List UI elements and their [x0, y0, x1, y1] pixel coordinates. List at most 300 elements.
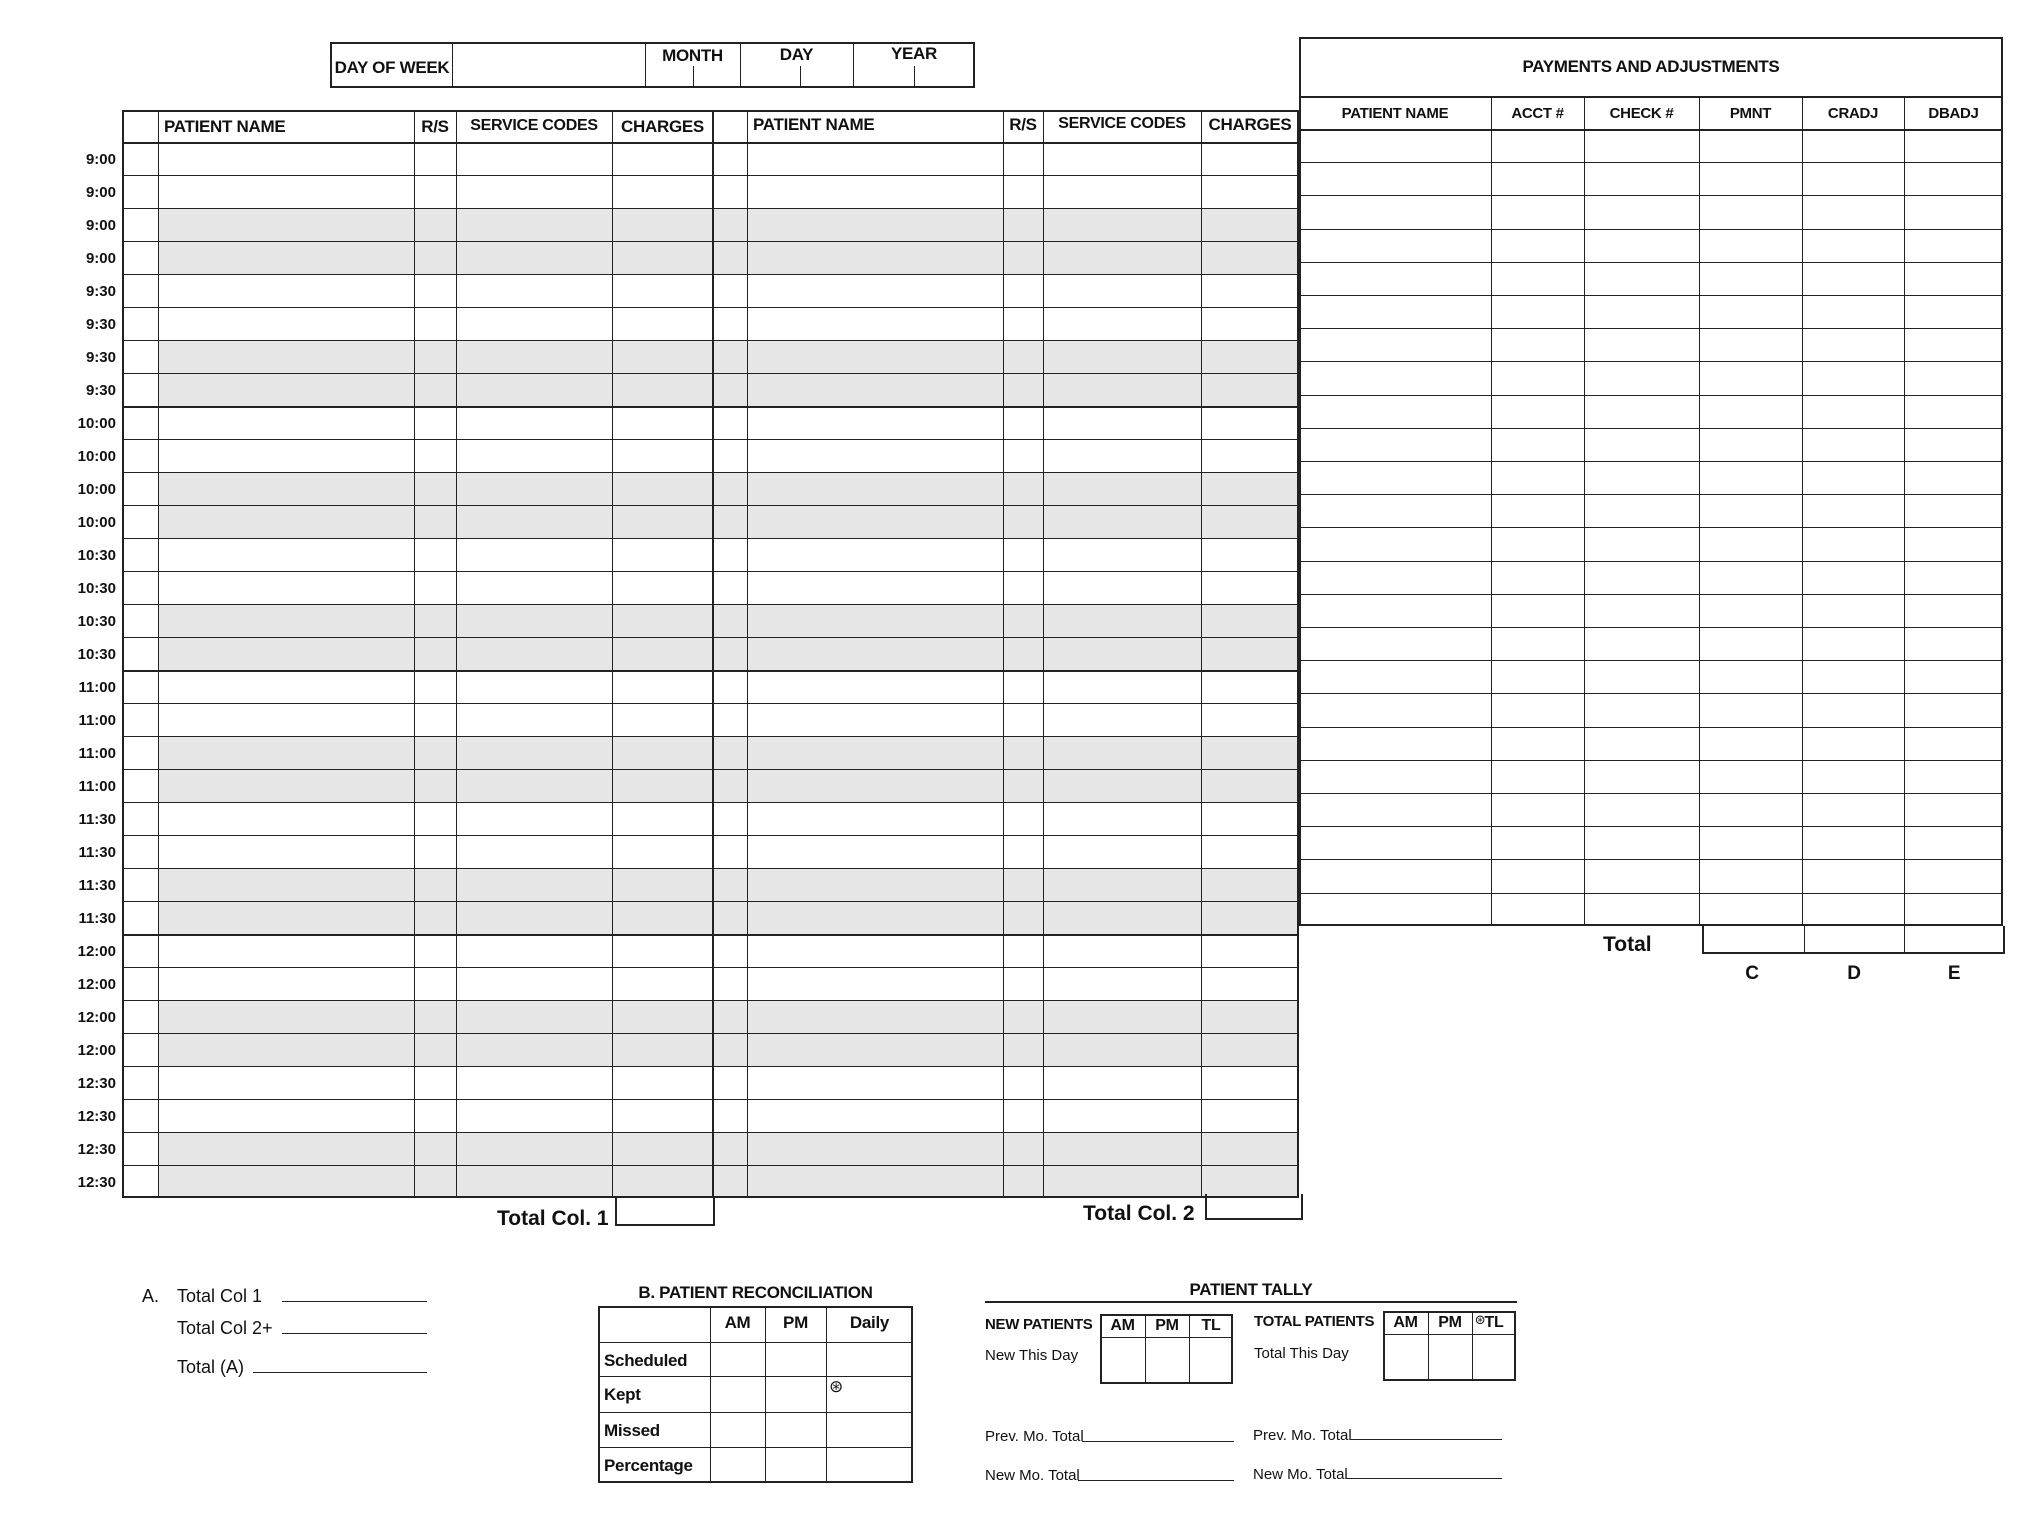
reconciliation-cell[interactable] [827, 1448, 912, 1482]
schedule-cell[interactable] [159, 803, 413, 834]
payments-cell[interactable] [1803, 296, 1903, 327]
schedule-cell[interactable] [415, 539, 455, 570]
payments-cell[interactable] [1300, 296, 1490, 327]
payments-cell[interactable] [1700, 196, 1801, 227]
payments-cell[interactable] [1803, 694, 1903, 725]
schedule-cell[interactable] [159, 440, 413, 471]
schedule-cell[interactable] [1004, 671, 1042, 702]
schedule-cell[interactable] [748, 209, 1002, 240]
payments-cell[interactable] [1905, 329, 2002, 360]
payments-cell[interactable] [1905, 827, 2002, 858]
schedule-cell[interactable] [415, 374, 455, 405]
schedule-cell[interactable] [415, 440, 455, 471]
schedule-cell[interactable] [1044, 638, 1200, 669]
payments-cell[interactable] [1492, 761, 1583, 792]
schedule-cell[interactable] [613, 770, 712, 801]
schedule-cell[interactable] [415, 968, 455, 999]
payments-cell[interactable] [1492, 362, 1583, 393]
schedule-cell[interactable] [159, 407, 413, 438]
payments-cell[interactable] [1492, 628, 1583, 659]
schedule-cell[interactable] [159, 902, 413, 933]
schedule-cell[interactable] [415, 209, 455, 240]
schedule-cell[interactable] [1044, 143, 1200, 174]
schedule-cell[interactable] [1004, 638, 1042, 669]
schedule-cell[interactable] [1202, 407, 1298, 438]
payments-cell[interactable] [1492, 429, 1583, 460]
schedule-cell[interactable] [415, 638, 455, 669]
schedule-cell[interactable] [457, 836, 611, 867]
schedule-cell[interactable] [613, 407, 712, 438]
schedule-cell[interactable] [457, 473, 611, 504]
payments-cell[interactable] [1300, 728, 1490, 759]
schedule-cell[interactable] [457, 341, 611, 372]
schedule-cell[interactable] [457, 1034, 611, 1065]
payments-cell[interactable] [1905, 196, 2002, 227]
payments-cell[interactable] [1300, 362, 1490, 393]
schedule-cell[interactable] [415, 1100, 455, 1131]
schedule-cell[interactable] [1202, 704, 1298, 735]
schedule-cell[interactable] [1004, 242, 1042, 273]
reconciliation-cell[interactable] [766, 1413, 825, 1446]
payments-cell[interactable] [1803, 263, 1903, 294]
schedule-cell[interactable] [1202, 275, 1298, 306]
schedule-cell[interactable] [159, 836, 413, 867]
payments-cell[interactable] [1300, 528, 1490, 559]
schedule-cell[interactable] [457, 935, 611, 966]
schedule-cell[interactable] [613, 308, 712, 339]
schedule-cell[interactable] [1004, 1034, 1042, 1065]
total-col2-box[interactable] [1205, 1194, 1303, 1220]
payments-cell[interactable] [1905, 396, 2002, 427]
schedule-cell[interactable] [457, 803, 611, 834]
payments-cell[interactable] [1300, 562, 1490, 593]
payments-cell[interactable] [1585, 296, 1698, 327]
payments-cell[interactable] [1905, 694, 2002, 725]
schedule-cell[interactable] [1202, 440, 1298, 471]
schedule-cell[interactable] [748, 869, 1002, 900]
schedule-cell[interactable] [613, 176, 712, 207]
reconciliation-cell[interactable] [711, 1377, 764, 1411]
payments-cell[interactable] [1905, 163, 2002, 194]
total-col1-box[interactable] [615, 1198, 715, 1226]
schedule-cell[interactable] [1044, 176, 1200, 207]
schedule-cell[interactable] [415, 1166, 455, 1197]
schedule-cell[interactable] [748, 506, 1002, 537]
schedule-cell[interactable] [159, 770, 413, 801]
payments-cell[interactable] [1803, 761, 1903, 792]
payments-cell[interactable] [1585, 230, 1698, 261]
schedule-cell[interactable] [748, 737, 1002, 768]
schedule-cell[interactable] [159, 275, 413, 306]
schedule-cell[interactable] [748, 242, 1002, 273]
schedule-cell[interactable] [1044, 275, 1200, 306]
payments-cell[interactable] [1905, 263, 2002, 294]
payments-cell[interactable] [1803, 661, 1903, 692]
schedule-cell[interactable] [457, 1067, 611, 1098]
schedule-cell[interactable] [415, 836, 455, 867]
payments-cell[interactable] [1585, 860, 1698, 891]
schedule-cell[interactable] [1202, 770, 1298, 801]
payments-cell[interactable] [1585, 794, 1698, 825]
schedule-cell[interactable] [159, 638, 413, 669]
reconciliation-cell[interactable] [711, 1343, 764, 1375]
payments-cell[interactable] [1700, 462, 1801, 493]
schedule-cell[interactable] [1044, 1133, 1200, 1164]
schedule-cell[interactable] [1202, 374, 1298, 405]
schedule-cell[interactable] [457, 572, 611, 603]
schedule-cell[interactable] [613, 1001, 712, 1032]
schedule-cell[interactable] [415, 341, 455, 372]
schedule-cell[interactable] [457, 539, 611, 570]
payments-cell[interactable] [1700, 362, 1801, 393]
schedule-cell[interactable] [415, 803, 455, 834]
schedule-cell[interactable] [1004, 143, 1042, 174]
schedule-cell[interactable] [1004, 836, 1042, 867]
schedule-cell[interactable] [613, 440, 712, 471]
schedule-cell[interactable] [159, 869, 413, 900]
schedule-cell[interactable] [1004, 341, 1042, 372]
schedule-cell[interactable] [748, 473, 1002, 504]
payments-cell[interactable] [1803, 329, 1903, 360]
schedule-cell[interactable] [415, 275, 455, 306]
schedule-cell[interactable] [457, 374, 611, 405]
schedule-cell[interactable] [457, 407, 611, 438]
payments-cell[interactable] [1300, 827, 1490, 858]
schedule-cell[interactable] [457, 968, 611, 999]
reconciliation-cell[interactable] [827, 1413, 912, 1446]
schedule-cell[interactable] [457, 440, 611, 471]
payments-cell[interactable] [1905, 362, 2002, 393]
payments-cell[interactable] [1803, 429, 1903, 460]
schedule-cell[interactable] [457, 770, 611, 801]
schedule-cell[interactable] [613, 275, 712, 306]
payments-cell[interactable] [1300, 462, 1490, 493]
total-col2-line[interactable] [282, 1333, 427, 1334]
schedule-cell[interactable] [613, 1034, 712, 1065]
payments-cell[interactable] [1700, 130, 1801, 161]
payments-cell[interactable] [1492, 528, 1583, 559]
schedule-cell[interactable] [748, 704, 1002, 735]
payments-cell[interactable] [1585, 196, 1698, 227]
schedule-cell[interactable] [613, 1100, 712, 1131]
schedule-cell[interactable] [1044, 737, 1200, 768]
payments-cell[interactable] [1300, 894, 1490, 925]
schedule-cell[interactable] [1044, 440, 1200, 471]
payments-cell[interactable] [1492, 860, 1583, 891]
schedule-cell[interactable] [1004, 572, 1042, 603]
schedule-cell[interactable] [1004, 869, 1042, 900]
schedule-cell[interactable] [457, 1166, 611, 1197]
new-new-mo-total-line[interactable] [1078, 1480, 1234, 1481]
payments-cell[interactable] [1700, 429, 1801, 460]
schedule-cell[interactable] [1004, 803, 1042, 834]
schedule-cell[interactable] [1202, 1166, 1298, 1197]
schedule-cell[interactable] [1004, 1100, 1042, 1131]
payments-cell[interactable] [1492, 230, 1583, 261]
payments-cell[interactable] [1905, 794, 2002, 825]
schedule-cell[interactable] [457, 638, 611, 669]
schedule-cell[interactable] [159, 935, 413, 966]
schedule-cell[interactable] [415, 506, 455, 537]
reconciliation-cell[interactable] [827, 1343, 912, 1375]
schedule-cell[interactable] [1202, 638, 1298, 669]
payments-cell[interactable] [1803, 794, 1903, 825]
payments-cell[interactable] [1492, 130, 1583, 161]
schedule-cell[interactable] [613, 209, 712, 240]
schedule-cell[interactable] [748, 1034, 1002, 1065]
schedule-cell[interactable] [1004, 506, 1042, 537]
payments-cell[interactable] [1700, 296, 1801, 327]
schedule-cell[interactable] [1202, 935, 1298, 966]
payments-cell[interactable] [1300, 329, 1490, 360]
schedule-cell[interactable] [1044, 968, 1200, 999]
schedule-cell[interactable] [1202, 341, 1298, 372]
schedule-cell[interactable] [457, 506, 611, 537]
payments-cell[interactable] [1492, 396, 1583, 427]
payments-cell[interactable] [1803, 462, 1903, 493]
schedule-cell[interactable] [1202, 869, 1298, 900]
schedule-cell[interactable] [748, 671, 1002, 702]
payments-cell[interactable] [1300, 761, 1490, 792]
payments-cell[interactable] [1585, 362, 1698, 393]
schedule-cell[interactable] [159, 1067, 413, 1098]
schedule-cell[interactable] [1202, 242, 1298, 273]
payments-cell[interactable] [1700, 163, 1801, 194]
schedule-cell[interactable] [1202, 836, 1298, 867]
schedule-cell[interactable] [457, 242, 611, 273]
schedule-cell[interactable] [457, 605, 611, 636]
payments-cell[interactable] [1492, 196, 1583, 227]
schedule-cell[interactable] [1044, 803, 1200, 834]
schedule-cell[interactable] [159, 308, 413, 339]
schedule-cell[interactable] [613, 704, 712, 735]
schedule-cell[interactable] [159, 374, 413, 405]
payments-cell[interactable] [1300, 230, 1490, 261]
payments-cell[interactable] [1492, 462, 1583, 493]
payments-cell[interactable] [1905, 495, 2002, 526]
schedule-cell[interactable] [1004, 605, 1042, 636]
payments-cell[interactable] [1585, 495, 1698, 526]
schedule-cell[interactable] [415, 935, 455, 966]
payments-cell[interactable] [1700, 728, 1801, 759]
schedule-cell[interactable] [748, 605, 1002, 636]
schedule-cell[interactable] [1202, 968, 1298, 999]
payments-cell[interactable] [1492, 694, 1583, 725]
payments-cell[interactable] [1700, 595, 1801, 626]
schedule-cell[interactable] [159, 539, 413, 570]
payments-cell[interactable] [1492, 263, 1583, 294]
schedule-cell[interactable] [457, 704, 611, 735]
total-patients-tally-cell[interactable] [1473, 1335, 1515, 1380]
schedule-cell[interactable] [748, 803, 1002, 834]
schedule-cell[interactable] [1044, 308, 1200, 339]
day-of-week-field[interactable] [454, 44, 642, 86]
schedule-cell[interactable] [415, 671, 455, 702]
schedule-cell[interactable] [457, 902, 611, 933]
schedule-cell[interactable] [748, 176, 1002, 207]
payments-cell[interactable] [1300, 595, 1490, 626]
payments-cell[interactable] [1585, 827, 1698, 858]
schedule-cell[interactable] [613, 836, 712, 867]
schedule-cell[interactable] [1202, 473, 1298, 504]
payments-cell[interactable] [1905, 296, 2002, 327]
payments-cell[interactable] [1300, 130, 1490, 161]
schedule-cell[interactable] [1202, 605, 1298, 636]
payments-cell[interactable] [1700, 528, 1801, 559]
schedule-cell[interactable] [1004, 770, 1042, 801]
payments-cell[interactable] [1905, 728, 2002, 759]
payments-cell[interactable] [1803, 528, 1903, 559]
payments-cell[interactable] [1905, 661, 2002, 692]
schedule-cell[interactable] [1044, 1001, 1200, 1032]
schedule-cell[interactable] [748, 902, 1002, 933]
schedule-cell[interactable] [613, 638, 712, 669]
schedule-cell[interactable] [159, 572, 413, 603]
schedule-cell[interactable] [613, 539, 712, 570]
schedule-cell[interactable] [1004, 275, 1042, 306]
schedule-cell[interactable] [1004, 374, 1042, 405]
schedule-cell[interactable] [1202, 1067, 1298, 1098]
payments-cell[interactable] [1300, 263, 1490, 294]
payments-cell[interactable] [1585, 163, 1698, 194]
schedule-cell[interactable] [1004, 176, 1042, 207]
schedule-cell[interactable] [613, 1133, 712, 1164]
schedule-cell[interactable] [1202, 1133, 1298, 1164]
payments-cell[interactable] [1492, 296, 1583, 327]
payments-cell[interactable] [1492, 495, 1583, 526]
schedule-cell[interactable] [159, 176, 413, 207]
schedule-cell[interactable] [1044, 374, 1200, 405]
schedule-cell[interactable] [159, 671, 413, 702]
payments-cell[interactable] [1905, 562, 2002, 593]
payments-cell[interactable] [1803, 230, 1903, 261]
schedule-cell[interactable] [159, 143, 413, 174]
payments-cell[interactable] [1905, 230, 2002, 261]
payments-cell[interactable] [1803, 196, 1903, 227]
payments-cell[interactable] [1700, 661, 1801, 692]
payments-cell[interactable] [1803, 728, 1903, 759]
schedule-cell[interactable] [1004, 1001, 1042, 1032]
schedule-cell[interactable] [748, 341, 1002, 372]
schedule-cell[interactable] [159, 737, 413, 768]
schedule-cell[interactable] [415, 143, 455, 174]
schedule-cell[interactable] [748, 836, 1002, 867]
payments-cell[interactable] [1700, 694, 1801, 725]
payments-cell[interactable] [1905, 761, 2002, 792]
payments-cell[interactable] [1492, 595, 1583, 626]
reconciliation-cell[interactable] [766, 1377, 825, 1411]
payments-cell[interactable] [1585, 263, 1698, 294]
payments-cell[interactable] [1700, 827, 1801, 858]
payments-cell[interactable] [1905, 860, 2002, 891]
schedule-cell[interactable] [1044, 704, 1200, 735]
schedule-cell[interactable] [748, 143, 1002, 174]
schedule-cell[interactable] [613, 902, 712, 933]
payments-cell[interactable] [1300, 495, 1490, 526]
total-a-line[interactable] [253, 1372, 427, 1373]
payments-cell[interactable] [1803, 362, 1903, 393]
payments-cell[interactable] [1585, 761, 1698, 792]
schedule-cell[interactable] [1202, 1001, 1298, 1032]
total-new-mo-total-line[interactable] [1346, 1478, 1502, 1479]
schedule-cell[interactable] [415, 1034, 455, 1065]
total-patients-tally-cell[interactable] [1429, 1335, 1471, 1380]
payments-cell[interactable] [1803, 396, 1903, 427]
schedule-cell[interactable] [159, 1166, 413, 1197]
payments-cell[interactable] [1700, 396, 1801, 427]
payments-cell[interactable] [1803, 628, 1903, 659]
payments-cell[interactable] [1585, 694, 1698, 725]
schedule-cell[interactable] [1044, 572, 1200, 603]
payments-cell[interactable] [1803, 894, 1903, 925]
payments-cell[interactable] [1700, 894, 1801, 925]
schedule-cell[interactable] [415, 737, 455, 768]
payments-cell[interactable] [1803, 595, 1903, 626]
payments-cell[interactable] [1905, 462, 2002, 493]
schedule-cell[interactable] [415, 176, 455, 207]
schedule-cell[interactable] [159, 341, 413, 372]
schedule-cell[interactable] [1044, 341, 1200, 372]
schedule-cell[interactable] [748, 275, 1002, 306]
payments-total-box[interactable] [1702, 926, 2005, 954]
schedule-cell[interactable] [748, 539, 1002, 570]
schedule-cell[interactable] [1004, 968, 1042, 999]
schedule-cell[interactable] [457, 1133, 611, 1164]
schedule-cell[interactable] [613, 242, 712, 273]
schedule-cell[interactable] [1202, 671, 1298, 702]
schedule-cell[interactable] [457, 671, 611, 702]
payments-cell[interactable] [1700, 562, 1801, 593]
schedule-cell[interactable] [159, 605, 413, 636]
schedule-cell[interactable] [159, 1034, 413, 1065]
payments-cell[interactable] [1585, 728, 1698, 759]
payments-cell[interactable] [1300, 163, 1490, 194]
payments-cell[interactable] [1803, 495, 1903, 526]
payments-cell[interactable] [1905, 528, 2002, 559]
schedule-cell[interactable] [457, 1001, 611, 1032]
schedule-cell[interactable] [1044, 407, 1200, 438]
schedule-cell[interactable] [415, 1001, 455, 1032]
schedule-cell[interactable] [1044, 506, 1200, 537]
schedule-cell[interactable] [1202, 176, 1298, 207]
schedule-cell[interactable] [1004, 1133, 1042, 1164]
payments-cell[interactable] [1300, 794, 1490, 825]
schedule-cell[interactable] [159, 209, 413, 240]
schedule-cell[interactable] [457, 737, 611, 768]
schedule-cell[interactable] [1004, 209, 1042, 240]
schedule-cell[interactable] [1044, 869, 1200, 900]
schedule-cell[interactable] [1004, 539, 1042, 570]
payments-cell[interactable] [1905, 628, 2002, 659]
schedule-cell[interactable] [1202, 209, 1298, 240]
schedule-cell[interactable] [415, 1133, 455, 1164]
total-patients-tally-cell[interactable] [1384, 1335, 1427, 1380]
schedule-cell[interactable] [613, 671, 712, 702]
schedule-cell[interactable] [613, 605, 712, 636]
schedule-cell[interactable] [748, 572, 1002, 603]
schedule-cell[interactable] [748, 638, 1002, 669]
payments-cell[interactable] [1585, 429, 1698, 460]
schedule-cell[interactable] [1202, 143, 1298, 174]
schedule-cell[interactable] [457, 176, 611, 207]
schedule-cell[interactable] [415, 902, 455, 933]
reconciliation-cell[interactable] [766, 1448, 825, 1482]
payments-cell[interactable] [1585, 628, 1698, 659]
schedule-cell[interactable] [415, 242, 455, 273]
schedule-cell[interactable] [1004, 1067, 1042, 1098]
schedule-cell[interactable] [159, 968, 413, 999]
payments-cell[interactable] [1803, 860, 1903, 891]
